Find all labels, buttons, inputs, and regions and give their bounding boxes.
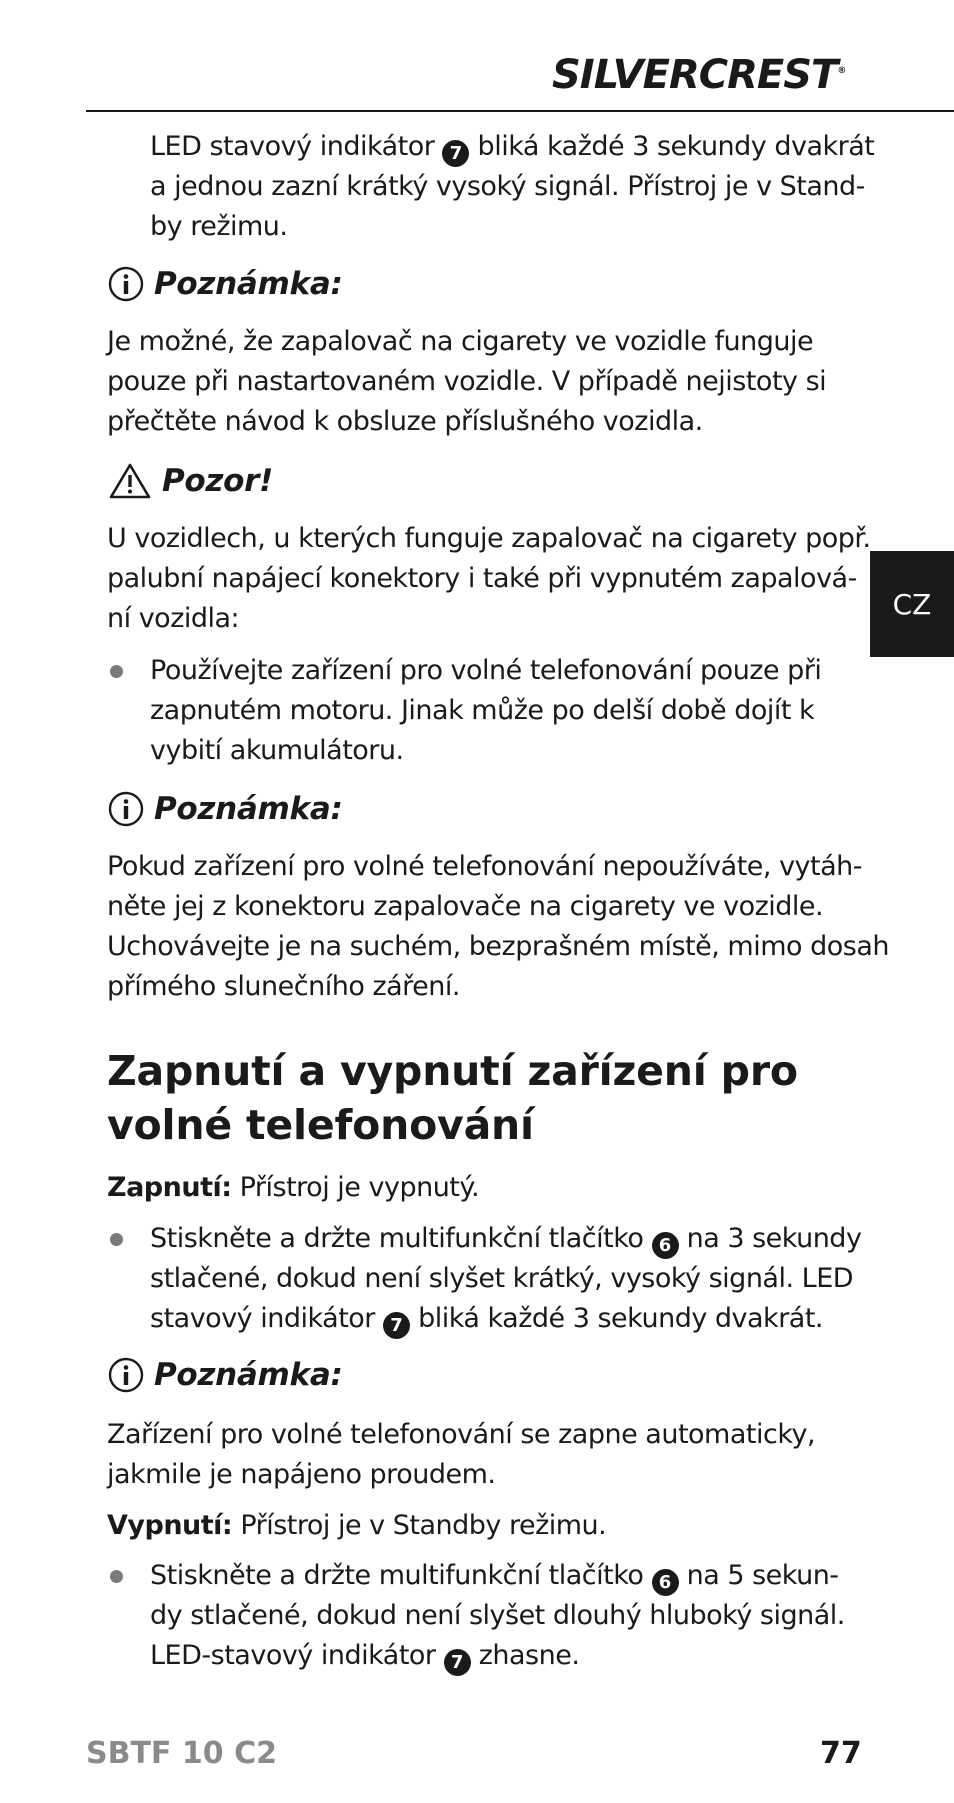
note-heading-text: Poznámka: <box>154 1357 343 1393</box>
note-heading-2 <box>108 791 343 827</box>
indicator-number-7: 7 <box>383 1312 410 1339</box>
registered-mark: ® <box>837 66 846 76</box>
section-title-line-1: Zapnutí a vypnutí zařízení pro <box>107 1047 798 1095</box>
on-bullet-line-2: stlačené, dokud není slyšet krátký, vysoký signál. LED <box>150 1263 854 1294</box>
intro-line-3: by režimu. <box>150 211 288 242</box>
warning-heading <box>108 462 273 500</box>
off-bullet-line-3 <box>150 1636 579 1676</box>
on-bullet-text: stavový indikátor <box>150 1303 383 1334</box>
info-icon <box>108 266 144 302</box>
on-bullet-text: bliká každé 3 sekundy dvakrát. <box>410 1303 824 1334</box>
button-number-6: 6 <box>652 1569 679 1596</box>
indicator-number-7: 7 <box>442 140 469 167</box>
note2-line-2: něte jej z konektoru zapalovače na cigarety ve vozidle. <box>107 891 824 922</box>
intro-text: bliká každé 3 sekundy dvakrát <box>469 131 875 162</box>
bullet-dot <box>110 1233 123 1246</box>
on-text: Přístroj je vypnutý. <box>231 1172 480 1203</box>
header-rule <box>86 110 954 112</box>
brand-logo <box>552 52 852 98</box>
off-label: Vypnutí: <box>107 1510 233 1541</box>
note2-line-4: přímého slunečního záření. <box>107 971 460 1002</box>
note2-line-3: Uchovávejte je na suchém, bezprašném místě, mimo dosah <box>107 931 889 962</box>
note2-line-1: Pokud zařízení pro volné telefonování nepoužíváte, vytáh- <box>107 851 863 882</box>
warning-icon <box>108 462 152 500</box>
info-icon <box>108 791 144 827</box>
on-label: Zapnutí: <box>107 1172 232 1203</box>
on-bullet-text: Stiskněte a držte multifunkční tlačítko <box>150 1223 652 1254</box>
intro-line-2: a jednou zazní krátký vysoký signál. Přístroj je v Stand- <box>150 171 865 202</box>
off-bullet-text: LED-stavový indikátor <box>150 1640 444 1671</box>
note-heading-text: Poznámka: <box>154 791 343 827</box>
on-bullet-line-1 <box>150 1219 861 1259</box>
note1-line-1: Je možné, že zapalovač na cigarety ve vozidle funguje <box>107 326 814 357</box>
warning-line-2: palubní napájecí konektory i také při vypnutém zapalová- <box>107 563 857 594</box>
footer-model-number: SBTF 10 C2 <box>86 1736 277 1771</box>
off-bullet-text: na 5 sekun- <box>678 1560 839 1591</box>
off-text: Přístroj je v Standby režimu. <box>232 1510 607 1541</box>
off-bullet-text: Stiskněte a držte multifunkční tlačítko <box>150 1560 652 1591</box>
warning-bullet-line-1: Používejte zařízení pro volné telefonování pouze při <box>150 655 822 686</box>
note3-line-1: Zařízení pro volné telefonování se zapne automaticky, <box>107 1419 816 1450</box>
note1-line-2: pouze při nastartovaném vozidle. V případě nejistoty si <box>107 366 827 397</box>
note-heading-3 <box>108 1357 343 1393</box>
warning-bullet-line-3: vybití akumulátoru. <box>150 735 404 766</box>
note-heading-1 <box>108 266 343 302</box>
off-bullet-text: zhasne. <box>470 1640 580 1671</box>
off-instruction <box>107 1506 606 1546</box>
language-tab: CZ <box>870 551 954 657</box>
bullet-dot <box>110 1570 123 1583</box>
note-heading-text: Poznámka: <box>154 266 343 302</box>
on-bullet-text: na 3 sekundy <box>678 1223 862 1254</box>
note1-line-3: přečtěte návod k obsluze příslušného vozidla. <box>107 406 703 437</box>
button-number-6: 6 <box>652 1232 679 1259</box>
intro-line-1 <box>150 127 874 167</box>
warning-bullet-line-2: zapnutém motoru. Jinak může po delší době dojít k <box>150 695 815 726</box>
brand-name: SILVERCREST <box>552 52 838 98</box>
off-bullet-line-1 <box>150 1556 839 1596</box>
off-bullet-line-2: dy stlačené, dokud není slyšet dlouhý hluboký signál. <box>150 1600 845 1631</box>
intro-text: LED stavový indikátor <box>150 131 443 162</box>
indicator-number-7: 7 <box>444 1649 471 1676</box>
note3-line-2: jakmile je napájeno proudem. <box>107 1459 496 1490</box>
bullet-dot <box>110 665 123 678</box>
page-number: 77 <box>820 1736 862 1771</box>
warning-line-3: ní vozidla: <box>107 603 240 634</box>
section-title-line-2: volné telefonování <box>107 1101 534 1149</box>
on-bullet-line-3 <box>150 1299 823 1339</box>
info-icon <box>108 1357 144 1393</box>
on-instruction <box>107 1168 479 1208</box>
warning-heading-text: Pozor! <box>162 463 273 499</box>
warning-line-1: U vozidlech, u kterých funguje zapalovač na cigarety popř. <box>107 523 871 554</box>
